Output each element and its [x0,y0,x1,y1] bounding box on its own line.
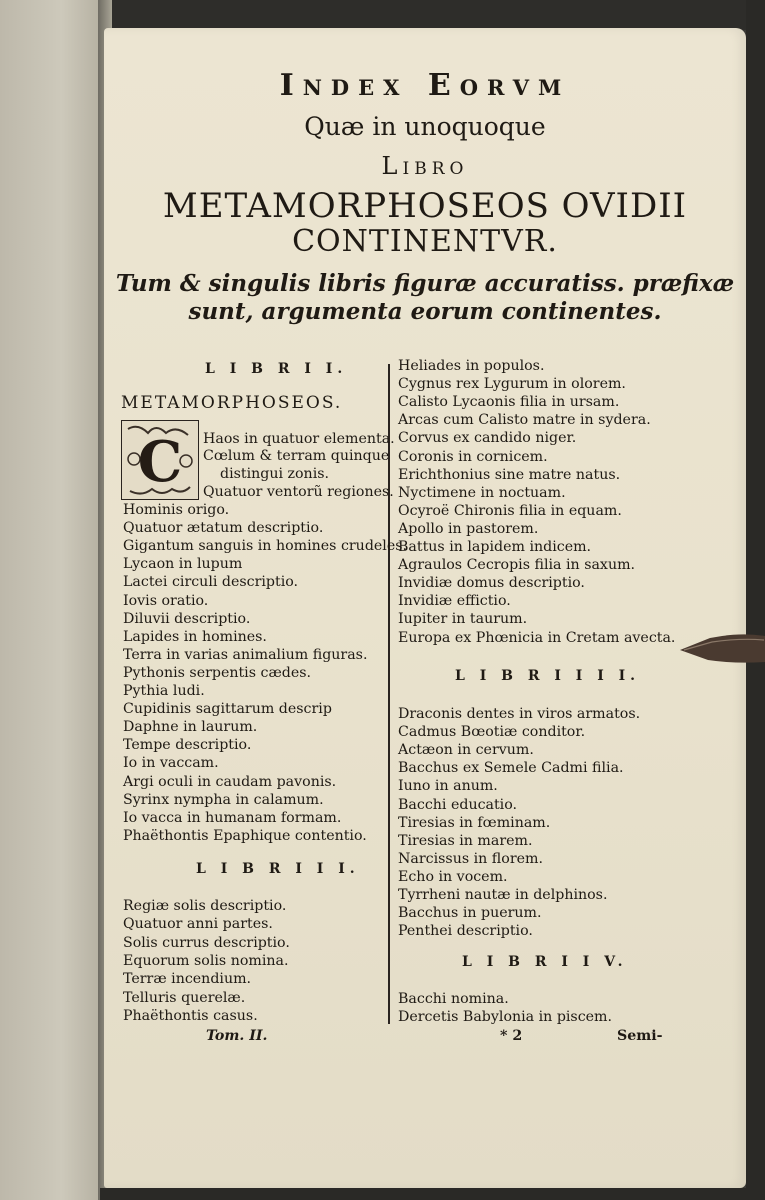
index-entry: Io vacca in humanam formam. [123,809,342,826]
index-entry: Cygnus rex Lygurum in olorem. [398,376,626,393]
index-entry: Equorum solis nomina. [123,952,289,969]
index-entry: Heliades in populos. [398,358,545,374]
index-entry: Pythia ludi. [123,683,205,699]
index-entry: Io in vaccam. [123,755,219,772]
index-entry: Invidiæ effictio. [398,593,511,610]
index-entry: Narcissus in florem. [398,850,543,867]
svg-text:C: C [137,429,183,495]
index-entry: Lycaon in lupum [123,556,243,573]
background-top [112,0,765,30]
index-entry: Solis currus descriptio. [123,934,290,951]
index-entry: Phaëthontis Epaphique contentio. [123,827,367,844]
index-entry: Tiresias in marem. [398,832,533,849]
initial-line: Quatuor ventorũ regiones. [203,484,394,500]
index-entry: Apollo in pastorem. [398,520,539,537]
index-entry: Ocyroë Chironis filia in equam. [398,502,622,519]
bookmark-ribbon-icon [680,634,765,664]
index-entry: Pythonis serpentis cædes. [123,664,312,681]
index-entry: Nyctimene in noctuam. [398,484,566,501]
footer-tom: Tom. II. [206,1028,268,1044]
index-entry: Tyrrheni nautæ in delphinos. [398,887,608,903]
index-entry: Invidiæ domus descriptio. [398,575,585,592]
title-index-eorum: Index Eorvm [279,68,571,103]
heading-libri-iv: L I B R I I V. [462,954,628,970]
left-page-edge [0,0,112,1200]
index-entry: Dercetis Babylonia in piscem. [398,1009,613,1026]
title-metamorphoseos: METAMORPHOSEOS OVIDII [162,186,688,226]
decorated-initial [121,420,199,500]
heading-libri-ii: L I B R I I I. [196,861,360,877]
index-entry: Phaëthontis casus. [123,1007,258,1024]
index-entry: Calisto Lycaonis filia in ursam. [398,394,620,411]
index-entry: Tempe descriptio. [123,737,252,754]
index-entry: Argi oculi in caudam pavonis. [123,773,337,790]
index-entry: Terra in varias animalium figuras. [123,646,368,663]
heading-metamorphoseos: METAMORPHOSEOS. [121,393,343,413]
index-entry: Lactei circuli descriptio. [123,574,299,591]
index-entry: Corvus ex candido niger. [398,430,577,447]
index-entry: Battus in lapidem indicem. [398,539,592,555]
index-entry: Arcas cum Calisto matre in sydera. [398,412,651,429]
index-entry: Actæon in cervum. [398,742,534,759]
index-entry: Diluvii descriptio. [123,610,251,627]
index-entry: Bacchi nomina. [398,991,509,1007]
index-entry: Regiæ solis descriptio. [123,898,287,914]
index-entry: Tiresias in fœminam. [398,814,551,831]
index-entry: Daphne in laurum. [123,719,258,736]
initial-line: Cœlum & terram quinque [203,448,390,464]
index-entry: Quatuor ætatum descriptio. [123,520,324,537]
index-entry: Telluris querelæ. [123,989,246,1006]
index-entry: Terræ incendium. [123,971,252,988]
index-entry: Iuno in anum. [398,778,498,795]
index-entry: Penthei descriptio. [398,923,533,940]
index-entry: Hominis origo. [123,502,230,518]
title-continentur: CONTINENTVR. [292,224,558,259]
index-entry: Cupidinis sagittarum descrip [123,701,332,718]
index-entry: Iupiter in taurum. [398,611,528,628]
index-entry: Lapides in homines. [123,628,267,645]
index-entry: Erichthonius sine matre natus. [398,466,621,483]
index-entry: Cadmus Bœotiæ conditor. [398,724,586,741]
title-quae: Quæ in unoquoque [304,112,546,141]
index-entry: Echo in vocem. [398,868,508,885]
subtitle-line-1: Tum & singulis libris figuræ accuratiss. præfixæ [115,270,735,297]
catchword: Semi- [617,1028,663,1044]
index-entry: Agraulos Cecropis filia in saxum. [398,557,636,574]
index-entry: Bacchi educatio. [398,796,518,813]
index-entry: Coronis in cornicem. [398,448,548,465]
subtitle-line-2: sunt, argumenta eorum continentes. [188,298,662,325]
index-entry: Iovis oratio. [123,592,209,609]
title-libro: Libro [381,152,469,180]
index-entry: Quatuor anni partes. [123,916,273,933]
initial-line: distingui zonis. [220,466,330,482]
initial-line: Haos in quatuor elementa. [203,431,395,447]
heading-libri-iii: L I B R I I I I. [455,668,641,684]
background-bottom [100,1188,765,1200]
index-entry: Bacchus ex Semele Cadmi filia. [398,760,624,777]
ornament-icon [122,421,198,499]
background-right [746,0,765,1200]
signature-mark: * 2 [500,1028,523,1044]
index-entry: Europa ex Phœnicia in Cretam avecta. [398,629,676,646]
index-entry: Bacchus in puerum. [398,905,542,922]
index-entry: Gigantum sanguis in homines crudeles. [123,538,408,555]
index-entry: Draconis dentes in viros armatos. [398,706,641,722]
heading-libri-i: L I B R I I. [205,361,348,377]
index-entry: Syrinx nympha in calamum. [123,791,324,808]
